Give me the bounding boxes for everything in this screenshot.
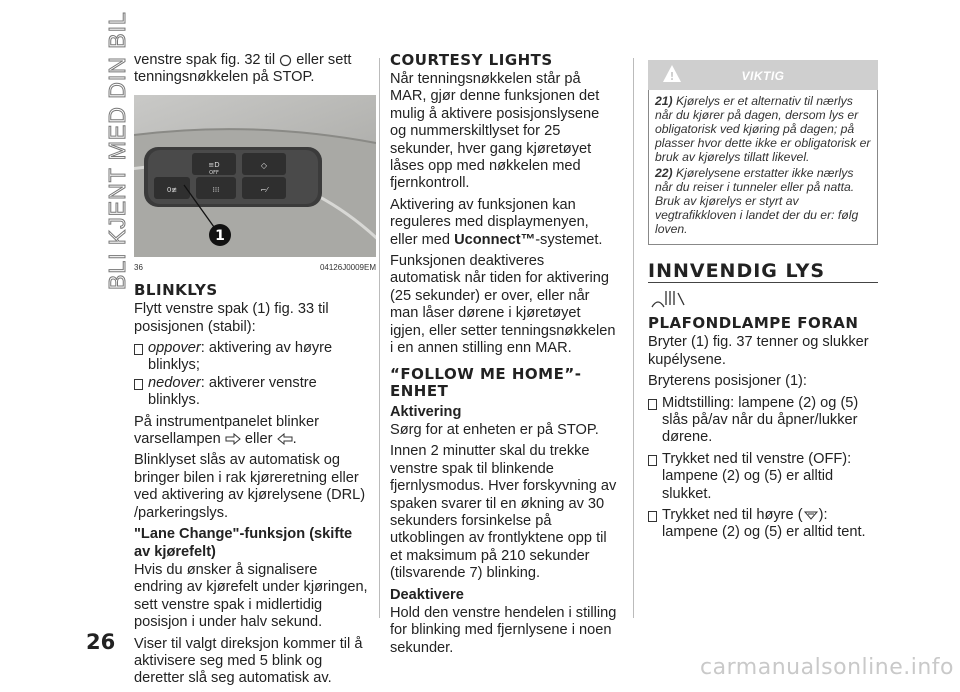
column-divider-1 (379, 58, 380, 618)
bullet-up-text: : aktivering av høyre blinklys; (148, 340, 333, 374)
light-switch-panel-illustration (134, 95, 376, 257)
lane-change-text-2: Viser til valgt direksjon kommer til å aktivisere seg med 5 blink og deretter slå seg automatisk av. (134, 635, 363, 687)
plafond-heading: PLAFONDLAMPE FORAN (648, 314, 859, 333)
note-22-text: Kjørelysene erstatter ikke nærlys når du reiser i tunneler eller på natta. Bruk av kjørelys er styrt av vegtrafikkloven i landet der du er: følg loven. (655, 166, 859, 236)
column-middle (390, 52, 618, 661)
figure-caption (134, 259, 376, 276)
figure-code: 04126J0009EM (319, 262, 376, 272)
bullet-down-em: nedover (148, 374, 201, 391)
courtesy-text-1: Når tenningsnøkkelen står på MAR, gjør denne funksjonen det mulig å aktivere posisjonslysene og nummerskiltlyset for 25 sekunder, hver gang kjøretøyet låses opp med nøkkelen med fjernkontroll. (390, 71, 600, 192)
page-number: 26 (86, 630, 116, 654)
position-bullet-3b: ): lampene (2) og (5) er alltid tent. (662, 507, 866, 541)
panel-text-a: På instrumentpanelet blinker varsellampen (134, 413, 319, 448)
auto-off-text: Blinklyset slås av automatisk og bringer bilen i rak kjøreretning eller ved aktivering av kjørelysene (DRL) /parkeringslys. (134, 452, 366, 521)
panel-text-or: eller (244, 431, 273, 448)
column-right (648, 60, 878, 546)
svg-text:≡D: ≡D (208, 160, 220, 169)
intro-text-b: eller sett tenningsnøkkelen på STOP. (134, 52, 352, 86)
warning-label: VIKTIG (741, 69, 785, 83)
interior-lamp-icon (648, 287, 688, 311)
blinklys-heading: BLINKLYS (134, 281, 218, 300)
side-chapter-title-text: BLI KJENT MED DIN BIL (104, 11, 130, 290)
svg-text:OFF: OFF (209, 169, 219, 176)
intro-paragraph (134, 52, 370, 87)
warning-body (648, 90, 878, 245)
figure-photo (134, 95, 376, 257)
activation-text-2: Innen 2 minutter skal du trekke venstre spak til blinkende fjernlysmodus. Hver forskyvning av spaken svarer til en økning av 30 sekunders forsinkelse på utkoblingen av frontlyktene opp til et maksimum på 210 sekunder (tilsvarende 7) blinking. (390, 443, 617, 582)
lane-change-text-1: Hvis du ønsker å signalisere endring av kjørefelt under kjøringen, sett venstre spak i midlertidig posisjon i under halv sekund. (134, 561, 368, 631)
plafond-text-1: Bryter (1) fig. 37 tenner og slukker kupélysene. (648, 334, 869, 368)
activation-heading: Aktivering (390, 403, 462, 420)
plafond-text-2: Bryterens posisjoner (1): (648, 373, 807, 390)
note-21-number: 21) (655, 94, 673, 108)
svg-text:⁞⁞⁞: ⁞⁞⁞ (212, 185, 220, 194)
courtesy-text-2b: -systemet. (535, 231, 603, 248)
svg-text:!: ! (669, 70, 675, 83)
note-22 (655, 166, 871, 236)
panel-paragraph (134, 414, 370, 449)
deactivate-text: Hold den venstre hendelen i stilling for blinking med fjernlysene i noen sekunder. (390, 604, 617, 656)
interior-light-heading: INNVENDIG LYS (648, 263, 878, 283)
left-arrow-icon (277, 433, 293, 445)
svg-text:⌐⁄: ⌐⁄ (260, 185, 268, 194)
bullet-up (134, 340, 370, 375)
bullet-down (134, 375, 370, 410)
panel-text-end: . (292, 431, 297, 448)
column-divider-2 (633, 58, 634, 618)
lamp-on-icon (803, 510, 819, 520)
intro-text-a: venstre spak fig. 32 til (134, 52, 276, 68)
position-bullet-3a: Trykket ned til høyre ( (662, 507, 803, 524)
activation-text-1: Sørg for at enheten er på STOP. (390, 421, 599, 438)
side-chapter-title (78, 11, 130, 302)
note-22-number: 22) (655, 166, 673, 180)
bullet-up-em: oppover (148, 340, 201, 357)
right-arrow-icon (225, 433, 241, 445)
deactivate-heading: Deaktivere (390, 586, 464, 603)
warning-header (648, 60, 878, 90)
bullet-down-text: : aktiverer venstre blinklys. (148, 374, 317, 409)
svg-text:◇: ◇ (260, 160, 268, 170)
courtesy-text-2a: Aktivering av funksjonen kan reguleres med displaymenyen, eller med (390, 196, 589, 248)
position-bullet-1: Midtstilling: lampene (2) og (5) slås på/av når du åpner/lukker dørene. (648, 395, 878, 447)
follow-me-home-heading: “FOLLOW ME HOME”-ENHET (390, 364, 582, 400)
lamp-off-icon (279, 54, 292, 67)
watermark: carmanualsonline.info (700, 655, 954, 680)
note-21 (655, 94, 871, 164)
figure-callout-label: 1 (215, 227, 225, 244)
column-left (134, 52, 376, 692)
courtesy-heading: COURTESY LIGHTS (390, 51, 553, 69)
courtesy-text-2 (390, 197, 618, 249)
figure-number: 36 (134, 262, 143, 272)
lane-change-heading: "Lane Change"-funksjon (skifte av kjørefelt) (134, 526, 353, 560)
blinklys-text: Flytt venstre spak (1) fig. 33 til posisjonen (stabil): (134, 301, 329, 335)
courtesy-text-3: Funksjonen deaktiveres automatisk når tiden for aktivering (25 sekunder) er over, eller når man låser dørene i kjøretøyet igjen, eller setter tenningsnøkkelen i en annen stilling enn MAR. (390, 253, 616, 357)
svg-text:0≢: 0≢ (166, 185, 178, 194)
uconnect-brand: Uconnect™ (454, 231, 536, 248)
position-bullet-3 (648, 507, 878, 542)
position-bullet-2: Trykket ned til venstre (OFF): lampene (2) og (5) er alltid slukket. (648, 451, 878, 503)
note-21-text: Kjørelys er et alternativ til nærlys når du kjører på dagen, dersom lys er obligatorisk ved kjøring på dagen; på plasser hvor dette ikke er obligatorisk er bruk av kjørelys tillatt likevel. (655, 94, 871, 164)
